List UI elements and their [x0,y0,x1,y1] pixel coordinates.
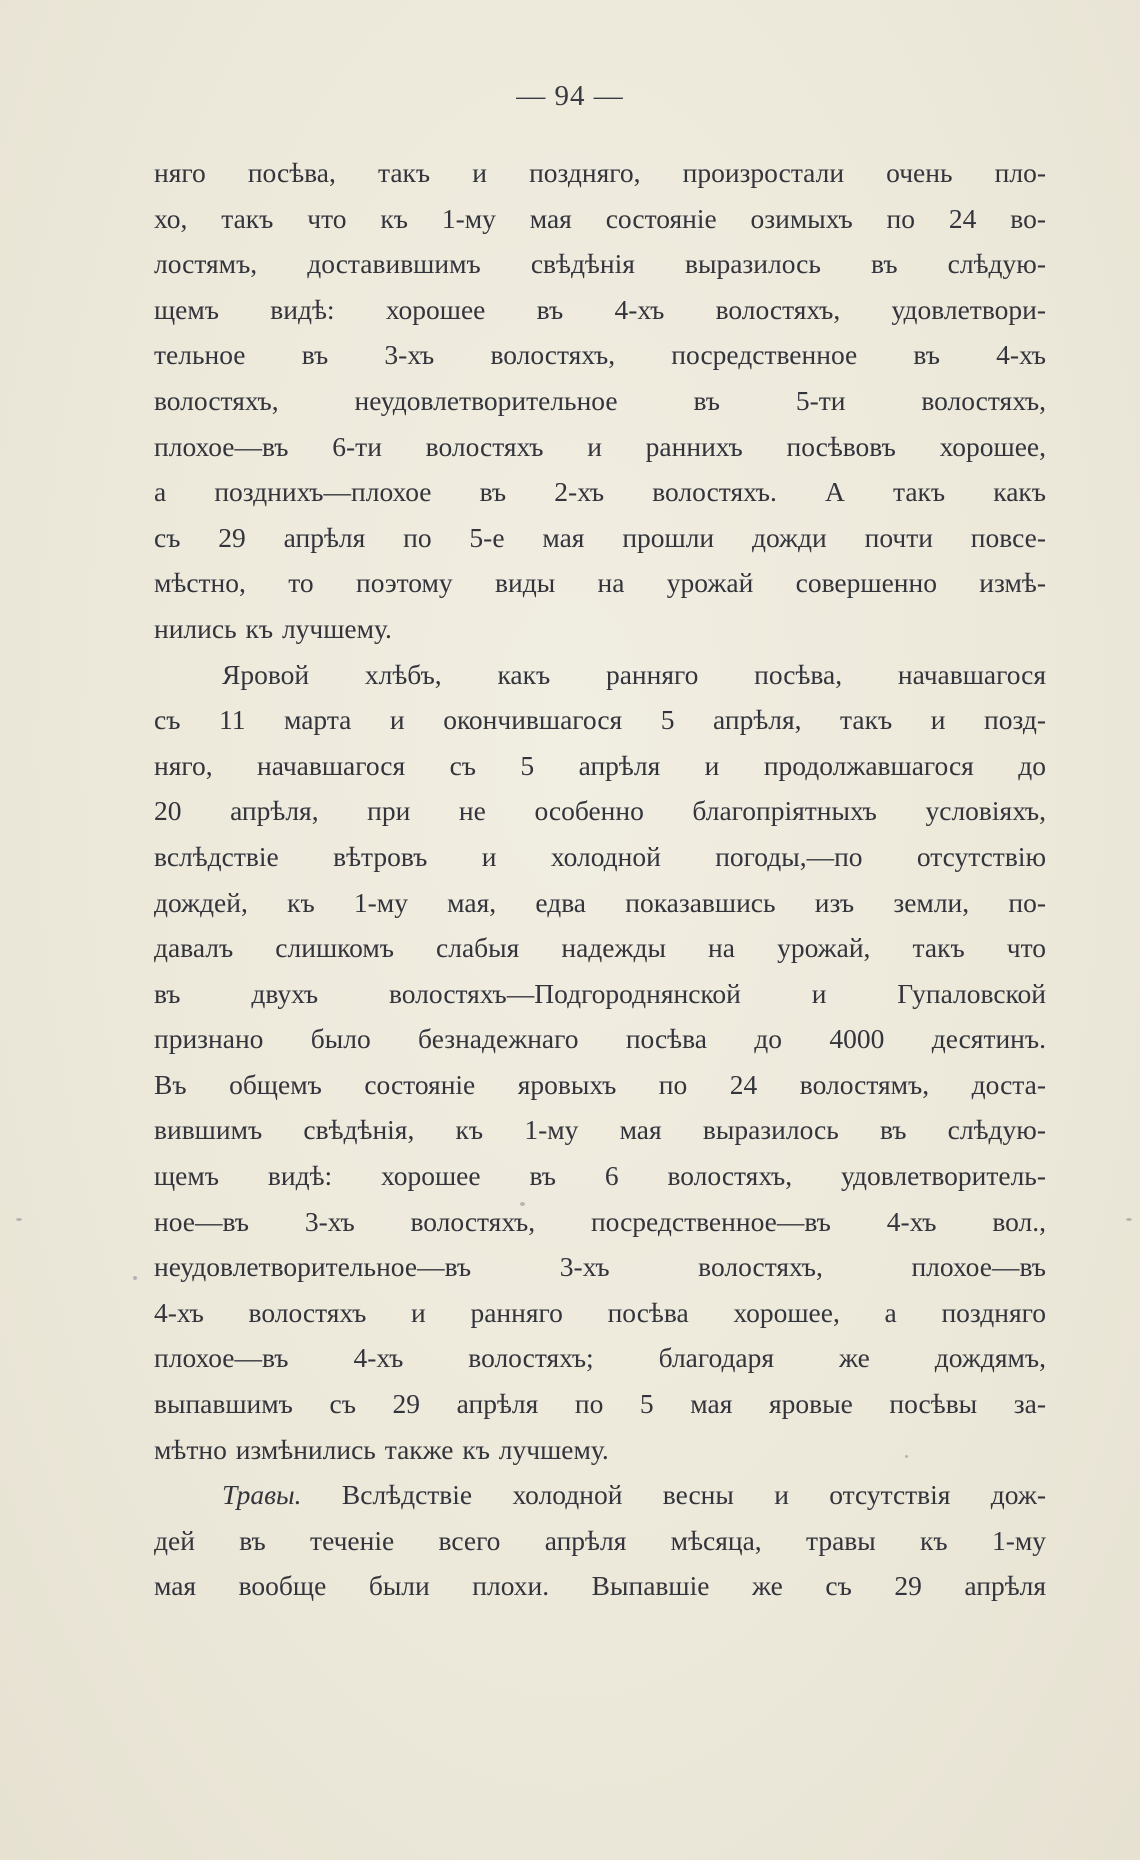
scan-speck [133,1276,137,1280]
body-text [154,150,1046,1609]
heading-line-text: Вслѣдствіе холодной весны и отсутствія дож- [341,1479,1046,1511]
paragraph-first-line [154,1472,1046,1518]
scan-speck [16,1218,22,1221]
text-line: плохое—въ 4-хъ волостяхъ; благодаря же дождямъ, [154,1342,1046,1374]
text-line: тельное въ 3-хъ волостяхъ, посредственное въ 4-хъ [154,339,1046,371]
text-line: съ 29 апрѣля по 5-е мая прошли дожди почти повсе- [154,521,1046,553]
text-line: неудовлетворительное—въ 3-хъ волостяхъ, плохое—въ [154,1251,1046,1283]
scan-speck [905,1455,908,1458]
text-line: щемъ видѣ: хорошее въ 4-хъ волостяхъ, удовлетвори- [154,293,1046,325]
text-line: хо, такъ что къ 1-му мая состояніе озимыхъ по 24 во- [154,202,1046,234]
text-line: а позднихъ—плохое въ 2-хъ волостяхъ. А такъ какъ [154,476,1046,508]
text-line: волостяхъ, неудовлетворительное въ 5-ти волостяхъ, [154,384,1046,416]
text-line: дей въ теченіе всего апрѣля мѣсяца, травы къ 1-му [154,1524,1046,1556]
page-number: — 94 — [516,80,624,112]
text-line: лостямъ, доставившимъ свѣдѣнія выразилось въ слѣдую- [154,248,1046,280]
text-line: съ 11 марта и окончившагося 5 апрѣля, такъ и позд- [154,704,1046,736]
section-heading: Травы. [222,1479,302,1511]
text-line: 4-хъ волостяхъ и ранняго посѣва хорошее, а поздняго [154,1296,1046,1328]
text-line: въ двухъ волостяхъ—Подгороднянской и Гупаловской [154,977,1046,1009]
scan-speck [1126,1218,1132,1221]
text-line: ное—въ 3-хъ волостяхъ, посредственное—въ 4-хъ вол., [154,1205,1046,1237]
text-line: давалъ слишкомъ слабыя надежды на урожай, такъ что [154,932,1046,964]
text-line: щемъ видѣ: хорошее въ 6 волостяхъ, удовлетворитель- [154,1160,1046,1192]
text-line: вслѣдствіе вѣтровъ и холодной погоды,—по отсутствію [154,840,1046,872]
text-line: мѣстно, то поэтому виды на урожай совершенно измѣ- [154,567,1046,599]
text-line: плохое—въ 6-ти волостяхъ и раннихъ посѣвовъ хорошее, [154,430,1046,462]
text-line: дождей, къ 1-му мая, едва показавшись изъ земли, по- [154,886,1046,918]
text-line: 20 апрѣля, при не особенно благопріятныхъ условіяхъ, [154,795,1046,827]
text-line: признано было безнадежнаго посѣва до 4000 десятинъ. [154,1023,1046,1055]
text-line: Въ общемъ состояніе яровыхъ по 24 волостямъ, доста- [154,1068,1046,1100]
scan-speck [520,1202,525,1206]
paragraph-first-line: Яровой хлѣбъ, какъ ранняго посѣва, начавшагося [222,658,1046,690]
text-line: выпавшимъ съ 29 апрѣля по 5 мая яровые посѣвы за- [154,1388,1046,1420]
text-line: мая вообще были плохи. Выпавшіе же съ 29 апрѣля [154,1570,1046,1602]
text-line: нились къ лучшему. [154,612,392,644]
text-line: вившимъ свѣдѣнія, къ 1-му мая выразилось въ слѣдую- [154,1114,1046,1146]
text-line: мѣтно измѣнились также къ лучшему. [154,1433,609,1465]
text-line: няго, начавшагося съ 5 апрѣля и продолжавшагося до [154,749,1046,781]
text-line: няго посѣва, такъ и поздняго, произростали очень пло- [154,157,1046,188]
